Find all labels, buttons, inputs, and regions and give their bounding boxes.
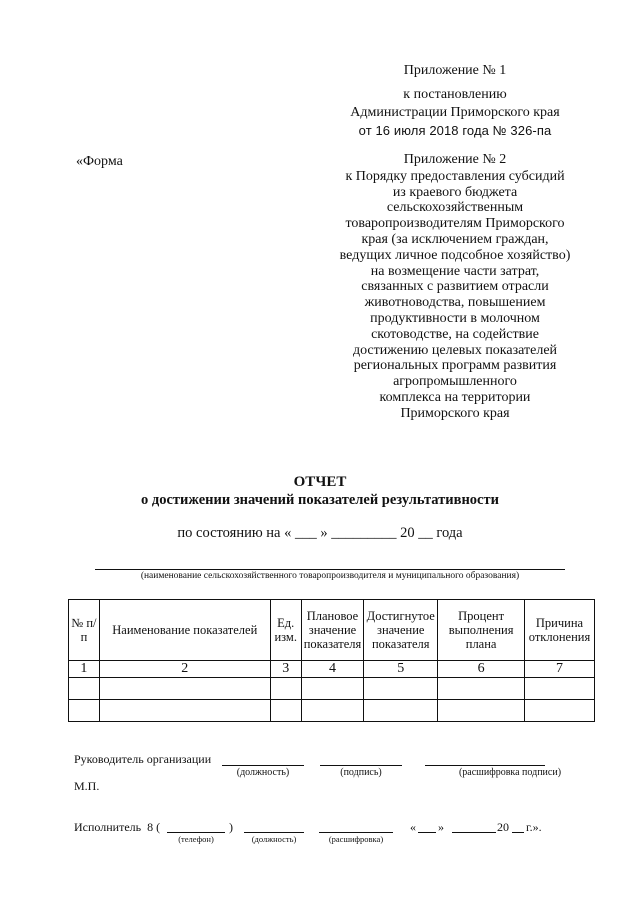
executor-date-close-quote: » [438, 820, 444, 834]
table-cell[interactable] [301, 678, 364, 700]
column-number: 5 [364, 661, 438, 678]
table-cell[interactable] [438, 700, 525, 722]
executor-decoding-line[interactable] [319, 832, 393, 833]
executor-day-line[interactable] [418, 832, 436, 833]
table-cell[interactable] [99, 678, 270, 700]
annex2-line: сельскохозяйственным [386, 200, 524, 216]
table-cell[interactable] [270, 678, 301, 700]
column-number: 4 [301, 661, 364, 678]
organization-name-caption: (наименование сельскохозяйственного товаропроизводителя и муниципального образования) [140, 571, 520, 581]
annex2-line: агропромышленного [393, 374, 517, 390]
column-number: 2 [99, 661, 270, 678]
header-cell-name: Наименование показателей [99, 600, 270, 661]
table-number-row [69, 661, 595, 678]
annex2-line: скотоводстве, на содействие [371, 326, 539, 342]
annex2-line: к Порядку предоставления субсидий [345, 168, 565, 184]
executor-close-paren: ) [229, 820, 233, 834]
annex2-line: ведущих личное подсобное хозяйство) [339, 247, 571, 263]
annex2-block [330, 152, 580, 422]
annex2-line: животноводства, повышением [364, 295, 546, 311]
forma-label: «Форма [76, 154, 123, 169]
table-cell[interactable] [69, 678, 100, 700]
organization-name-line[interactable] [95, 569, 565, 570]
annex2-line: продуктивности в молочном [370, 310, 540, 326]
head-decoding-line[interactable] [425, 765, 545, 766]
table-row [69, 678, 595, 700]
executor-phone-caption: (телефон) [178, 834, 214, 844]
report-status-date: по состоянию на « ___ » _________ 20 __ года [177, 525, 463, 541]
table-row [69, 700, 595, 722]
column-number: 3 [270, 661, 301, 678]
table-cell[interactable] [438, 678, 525, 700]
head-position-line[interactable] [222, 765, 304, 766]
annex2-line: достижению целевых показателей [352, 342, 558, 358]
header-cell-number: № п/п [69, 600, 100, 661]
annex2-line: связанных с развитием отрасли [361, 279, 549, 295]
table-cell[interactable] [364, 678, 438, 700]
header-cell-unit: Ед. изм. [270, 600, 301, 661]
annex1-line1: к постановлению [403, 87, 507, 102]
header-cell-achieved: Достигнутое значение показателя [364, 600, 438, 661]
annex2-line: на возмещение части затрат, [370, 263, 540, 279]
table-cell[interactable] [525, 700, 595, 722]
table-cell[interactable] [99, 700, 270, 722]
annex2-line: из краевого бюджета [392, 184, 518, 200]
executor-position-line[interactable] [244, 832, 304, 833]
indicators-table [68, 599, 595, 722]
annex2-line: товаропроизводителям Приморского [345, 216, 565, 232]
report-subtitle: о достижении значений показателей результативности [141, 492, 499, 508]
report-title: ОТЧЕТ [293, 474, 347, 490]
header-cell-planned: Плановое значение показателя [301, 600, 364, 661]
table-cell[interactable] [525, 678, 595, 700]
table-cell[interactable] [270, 700, 301, 722]
head-position-caption: (должность) [236, 767, 290, 778]
table-cell[interactable] [364, 700, 438, 722]
executor-year-suffix: г.». [526, 820, 542, 834]
annex2-line: Приморского края [400, 405, 510, 421]
column-number: 7 [525, 661, 595, 678]
annex2-title: Приложение № 2 [403, 152, 507, 167]
executor-date-open-quote: « [410, 820, 416, 834]
column-number: 6 [438, 661, 525, 678]
annex2-line: региональных программ развития [353, 358, 557, 374]
head-of-organization-label: Руководитель организации [74, 752, 212, 766]
annex2-line: комплекса на территории [379, 389, 531, 405]
executor-phone-line[interactable] [167, 832, 225, 833]
executor-year-prefix: 20 [497, 820, 509, 834]
executor-position-caption: (должность) [251, 834, 297, 844]
stamp-label: М.П. [74, 779, 100, 793]
executor-year-line[interactable] [512, 832, 524, 833]
header-cell-reason: Причина отклонения [525, 600, 595, 661]
executor-decoding-caption: (расшифровка) [328, 834, 384, 844]
table-header-row [69, 600, 595, 661]
table-cell[interactable] [69, 700, 100, 722]
annex1-line2: Администрации Приморского края [350, 105, 560, 120]
executor-month-line[interactable] [452, 832, 496, 833]
annex1-title: Приложение № 1 [403, 63, 507, 78]
annex1-block [330, 62, 580, 140]
annex1-decree: от 16 июля 2018 года № 326-па [358, 123, 552, 138]
annex2-line: края (за исключением граждан, [361, 231, 549, 247]
table-cell[interactable] [301, 700, 364, 722]
column-number: 1 [69, 661, 100, 678]
head-decoding-caption: (расшифровка подписи) [458, 767, 562, 778]
head-signature-caption: (подпись) [340, 767, 382, 778]
header-cell-percent: Процент выполнения плана [438, 600, 525, 661]
head-signature-line[interactable] [320, 765, 402, 766]
executor-label: Исполнитель 8 ( [74, 820, 161, 834]
